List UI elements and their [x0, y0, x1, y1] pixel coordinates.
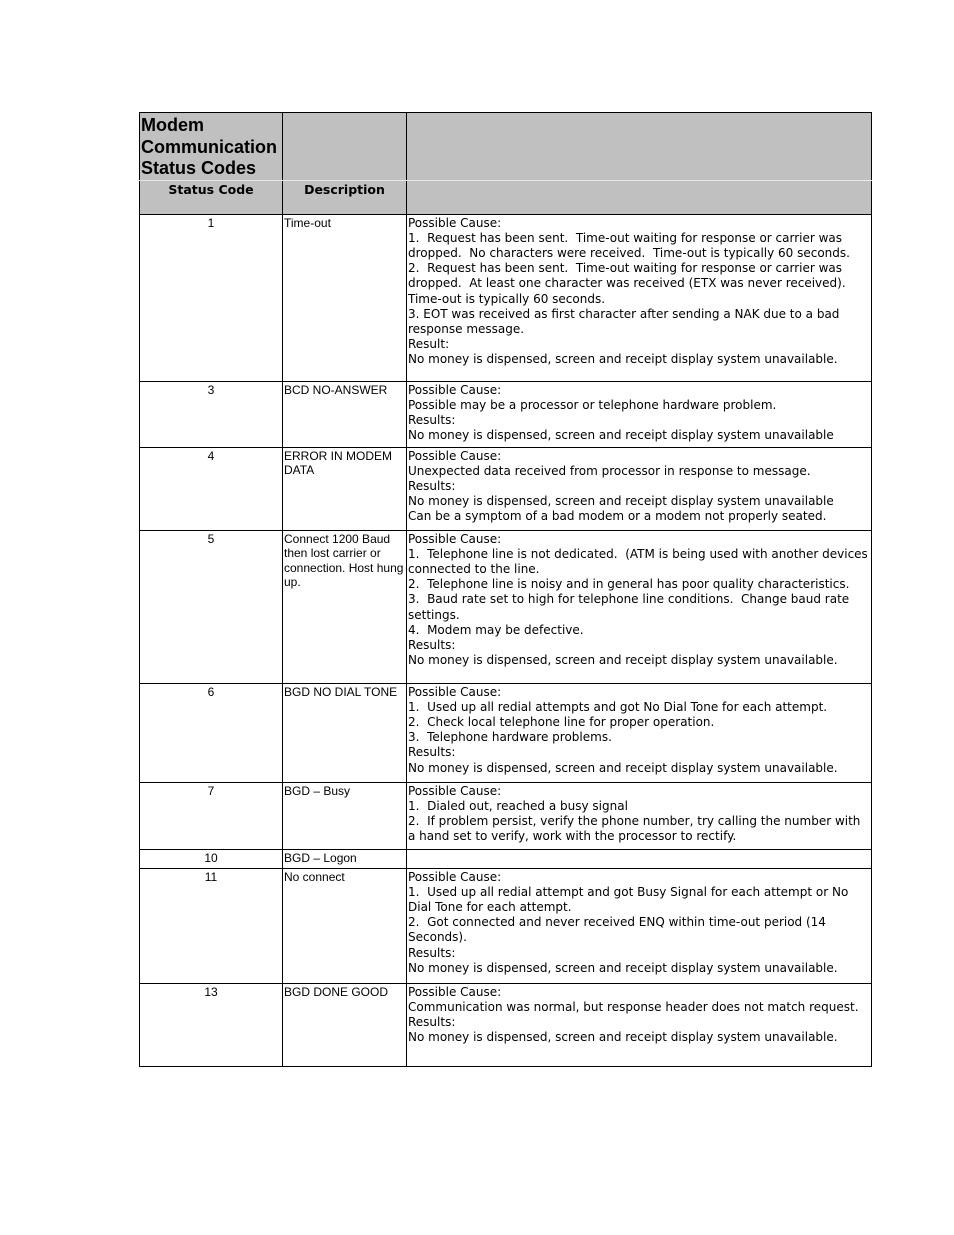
description-cell: BGD – Logon	[283, 849, 407, 868]
description-cell: ERROR IN MODEM DATA	[283, 447, 407, 530]
table-row	[140, 983, 872, 1066]
status-code-cell: 3	[140, 381, 283, 447]
status-code-cell: 13	[140, 983, 283, 1066]
table-row	[140, 530, 872, 683]
description-cell: No connect	[283, 868, 407, 983]
details-cell: Possible Cause: 1. Used up all redial attempts and got No Dial Tone for each attempt. 2. Check local telephone line for proper operation. 3. Telephone hardware problems. Results: No money is dispensed, screen and receipt display system unavailable.	[407, 683, 872, 782]
status-code-cell: 4	[140, 447, 283, 530]
description-cell: BGD – Busy	[283, 782, 407, 849]
column-header-status-code: Status Code	[168, 181, 254, 197]
document-title: Modem Communication Status Codes	[141, 115, 278, 178]
status-code-cell: 1	[140, 214, 283, 381]
status-code-cell: 5	[140, 530, 283, 683]
header-blank-cell	[283, 113, 407, 181]
header-blank-cell	[407, 113, 872, 181]
status-code-cell: 7	[140, 782, 283, 849]
header-title-cell	[140, 113, 283, 181]
table-row	[140, 214, 872, 381]
details-cell	[407, 849, 872, 868]
status-code-cell: 10	[140, 849, 283, 868]
header-status-code-cell	[140, 180, 283, 214]
description-cell: Time-out	[283, 214, 407, 381]
header-description-cell	[283, 180, 407, 214]
table-row	[140, 868, 872, 983]
description-cell: BCD NO-ANSWER	[283, 381, 407, 447]
table-row	[140, 782, 872, 849]
description-cell: BGD DONE GOOD	[283, 983, 407, 1066]
details-cell: Possible Cause: Communication was normal, but response header does not match request. Results: No money is dispensed, screen and receipt display system unavailable.	[407, 983, 872, 1066]
table-row	[140, 849, 872, 868]
table-row	[140, 683, 872, 782]
header-details-cell	[407, 180, 872, 214]
status-code-cell: 6	[140, 683, 283, 782]
table-header-row	[140, 180, 872, 214]
table-row	[140, 447, 872, 530]
details-cell: Possible Cause: Possible may be a processor or telephone hardware problem. Results: No money is dispensed, screen and receipt display system unavailable	[407, 381, 872, 447]
status-codes-table	[139, 112, 872, 1067]
description-cell: BGD NO DIAL TONE	[283, 683, 407, 782]
details-cell: Possible Cause: 1. Request has been sent. Time-out waiting for response or carrier was dropped. No characters were received. Time-out is typically 60 seconds. 2. Request has been sent. Time-out waiting for response or carrier was dropped. At least one character was received (ETX was never received). Time-out is typically 60 seconds. 3. EOT was received as first character after sending a NAK due to a bad response message. Result: No money is dispensed, screen and receipt display system unavailable.	[407, 214, 872, 381]
table-row	[140, 381, 872, 447]
column-header-description: Description	[304, 181, 385, 197]
details-cell: Possible Cause: Unexpected data received from processor in response to message. Results: No money is dispensed, screen and receipt display system unavailable Can be a symptom of a bad modem or a modem not properly seated.	[407, 447, 872, 530]
details-cell: Possible Cause: 1. Telephone line is not dedicated. (ATM is being used with another devices connected to the line. 2. Telephone line is noisy and in general has poor quality characteristics. 3. Baud rate set to high for telephone line conditions. Change baud rate settings. 4. Modem may be defective. Results: No money is dispensed, screen and receipt display system unavailable.	[407, 530, 872, 683]
description-cell: Connect 1200 Baud then lost carrier or connection. Host hung up.	[283, 530, 407, 683]
details-cell: Possible Cause: 1. Dialed out, reached a busy signal 2. If problem persist, verify the phone number, try calling the number with a hand set to verify, work with the processor to rectify.	[407, 782, 872, 849]
status-code-cell: 11	[140, 868, 283, 983]
details-cell: Possible Cause: 1. Used up all redial attempt and got Busy Signal for each attempt or No Dial Tone for each attempt. 2. Got connected and never received ENQ within time-out period (14 Seconds). Results: No money is dispensed, screen and receipt display system unavailable.	[407, 868, 872, 983]
table-header-title-row	[140, 113, 872, 181]
